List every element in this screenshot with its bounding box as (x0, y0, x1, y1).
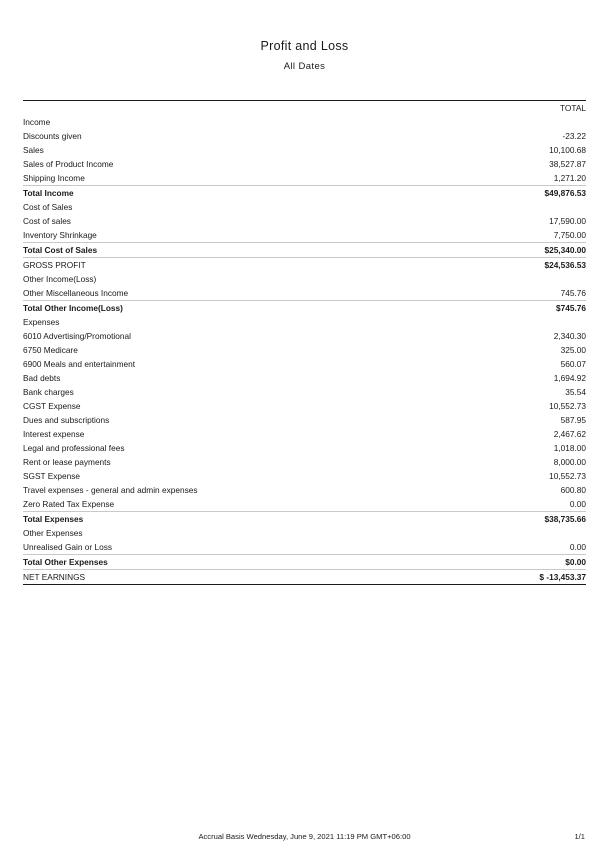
row-amount (436, 200, 586, 214)
table-row (23, 258, 586, 273)
row-amount: -23.22 (562, 131, 586, 141)
table-row (23, 171, 586, 186)
row-label: Dues and subscriptions (23, 415, 110, 425)
table-row (23, 441, 586, 455)
row-amount: 7,750.00 (553, 230, 586, 240)
table-row (23, 214, 586, 228)
table-row (23, 570, 586, 585)
row-label: Total Other Expenses (23, 555, 436, 570)
row-label: Cost of sales (23, 216, 71, 226)
table-row (23, 483, 586, 497)
row-label: Total Income (23, 186, 436, 201)
row-amount: 10,552.73 (549, 401, 586, 411)
row-label: Expenses (23, 317, 60, 327)
row-amount: 35.54 (565, 387, 586, 397)
footer-page-number: 1/1 (574, 832, 585, 841)
row-amount: 2,467.62 (553, 429, 586, 439)
table-row (23, 301, 586, 316)
row-amount (436, 315, 586, 329)
table-row (23, 343, 586, 357)
row-amount: 745.76 (560, 288, 586, 298)
row-amount (436, 115, 586, 129)
table-row (23, 115, 586, 129)
row-amount: $0.00 (436, 555, 586, 570)
row-amount (436, 272, 586, 286)
table-row (23, 497, 586, 512)
table-row (23, 315, 586, 329)
row-amount: 587.95 (560, 415, 586, 425)
page-title: Profit and Loss (260, 39, 349, 53)
table-row (23, 469, 586, 483)
footer-basis-and-timestamp: Accrual Basis Wednesday, June 9, 2021 11:19 PM GMT+06:00 (198, 832, 411, 841)
column-header-blank (23, 101, 436, 116)
row-amount: 0.00 (569, 499, 586, 509)
row-label: CGST Expense (23, 401, 81, 411)
row-amount (436, 526, 586, 540)
row-label: Other Miscellaneous Income (23, 288, 129, 298)
table-row (23, 455, 586, 469)
table-body (23, 101, 586, 585)
column-header-total: TOTAL (436, 101, 586, 116)
table-row (23, 228, 586, 243)
row-amount: 17,590.00 (549, 216, 586, 226)
row-label: 6010 Advertising/Promotional (23, 331, 131, 341)
row-label: Income (23, 117, 51, 127)
row-amount: 560.07 (560, 359, 586, 369)
table-row (23, 243, 586, 258)
row-label: Legal and professional fees (23, 443, 125, 453)
row-label: Sales of Product Income (23, 159, 114, 169)
row-label: Bank charges (23, 387, 74, 397)
row-label: Total Other Income(Loss) (23, 301, 436, 316)
row-label: 6750 Medicare (23, 345, 78, 355)
row-amount: 10,552.73 (549, 471, 586, 481)
row-label: GROSS PROFIT (23, 258, 436, 273)
row-amount: 1,694.92 (553, 373, 586, 383)
row-amount: 10,100.68 (549, 145, 586, 155)
row-label: Sales (23, 145, 44, 155)
report-date-range: All Dates (283, 61, 326, 72)
report-footer (0, 831, 609, 843)
row-label: Zero Rated Tax Expense (23, 499, 115, 509)
row-amount: $25,340.00 (436, 243, 586, 258)
row-label: NET EARNINGS (23, 570, 436, 585)
row-label: 6900 Meals and entertainment (23, 359, 136, 369)
row-label: Interest expense (23, 429, 85, 439)
row-amount: 8,000.00 (553, 457, 586, 467)
table-row (23, 200, 586, 214)
row-label: Cost of Sales (23, 202, 73, 212)
row-amount: 0.00 (569, 542, 586, 552)
row-label: Total Expenses (23, 512, 436, 527)
row-amount: 38,527.87 (549, 159, 586, 169)
table-row (23, 357, 586, 371)
row-amount: 1,018.00 (553, 443, 586, 453)
row-amount: $745.76 (436, 301, 586, 316)
row-amount: 2,340.30 (553, 331, 586, 341)
table-row (23, 186, 586, 201)
row-amount: $24,536.53 (436, 258, 586, 273)
row-amount: $49,876.53 (436, 186, 586, 201)
row-amount: $ -13,453.37 (436, 570, 586, 585)
row-label: SGST Expense (23, 471, 81, 481)
row-label: Unrealised Gain or Loss (23, 542, 113, 552)
row-amount: 325.00 (560, 345, 586, 355)
table-row (23, 129, 586, 143)
row-label: Shipping Income (23, 173, 85, 183)
table-row (23, 286, 586, 301)
row-amount: 1,271.20 (553, 173, 586, 183)
row-amount: 600.80 (560, 485, 586, 495)
table-row (23, 157, 586, 171)
profit-and-loss-table (23, 100, 586, 585)
row-label: Other Income(Loss) (23, 274, 97, 284)
row-label: Travel expenses - general and admin expenses (23, 485, 198, 495)
table-row (23, 399, 586, 413)
table-row (23, 371, 586, 385)
table-row (23, 512, 586, 527)
row-label: Bad debts (23, 373, 61, 383)
table-row (23, 272, 586, 286)
table-row (23, 143, 586, 157)
table-row (23, 413, 586, 427)
row-label: Discounts given (23, 131, 82, 141)
table-row (23, 427, 586, 441)
row-label: Rent or lease payments (23, 457, 111, 467)
row-amount: $38,735.66 (436, 512, 586, 527)
table-row (23, 540, 586, 555)
table-row (23, 555, 586, 570)
row-label: Inventory Shrinkage (23, 230, 97, 240)
table-header-row (23, 101, 586, 116)
table-row (23, 329, 586, 343)
table-row (23, 526, 586, 540)
table-row (23, 385, 586, 399)
profit-and-loss-table-container (23, 100, 586, 585)
row-label: Other Expenses (23, 528, 83, 538)
report-header (0, 0, 609, 74)
row-label: Total Cost of Sales (23, 243, 436, 258)
